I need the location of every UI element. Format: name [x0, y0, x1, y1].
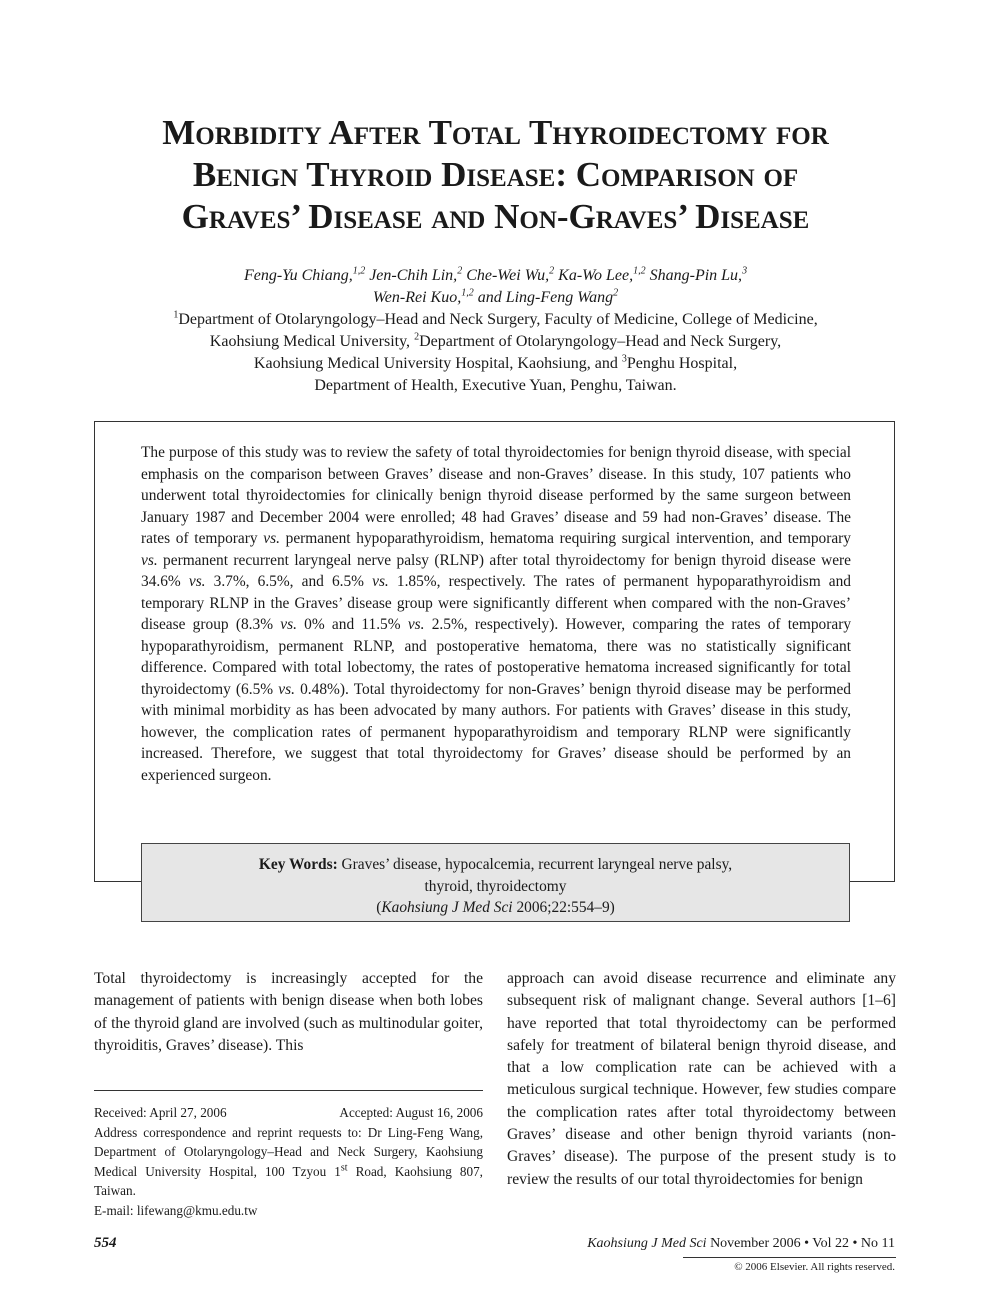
vs-italic: vs.	[188, 573, 206, 590]
abstract-span: 0% and 11.5%	[296, 616, 408, 633]
affil-text: Penghu Hospital,	[626, 355, 738, 372]
affil-sup: 1	[173, 309, 179, 321]
copyright: © 2006 Elsevier. All rights reserved.	[734, 1261, 895, 1273]
address-sup: st	[340, 1162, 348, 1174]
footnote	[94, 1103, 483, 1220]
affil-text: Department of Otolaryngology–Head and Neck Surgery, Faculty of Medicine, College of Medicine,	[178, 311, 818, 328]
footnote-rule	[94, 1090, 483, 1091]
abstract-span: 2.5%, respectively). However, comparing the rates of temporary hypoparathyroidism, permanent RLNP, and postoperative hematoma, there was no statistically significant difference. Compared with total lobectomy, the rates of postoperative hematoma increased significantly for total thyroidectomy (6.5%	[141, 616, 852, 698]
journal-name: Kaohsiung J Med Sci	[587, 1236, 707, 1251]
received-date: Received: April 27, 2006	[94, 1105, 227, 1120]
author-name: Jen-Chih Lin,	[365, 267, 458, 284]
affiliation-line-4: Department of Health, Executive Yuan, Penghu, Taiwan.	[314, 377, 677, 394]
body-column-left: Total thyroidectomy is increasingly accepted for the management of patients with benign disease when both lobes of the thyroid gland are involved (such as multinodular goiter, thyroiditis, Graves’ disease). This	[94, 970, 483, 1054]
correspondence-address	[94, 1123, 483, 1201]
journal-issue: November 2006 • Vol 22 • No 11	[706, 1236, 895, 1251]
keywords-box	[141, 843, 850, 922]
accepted-date: Accepted: August 16, 2006	[339, 1105, 483, 1120]
author-line-1	[90, 265, 901, 287]
title-line-1: Morbidity After Total Thyroidectomy for	[162, 113, 829, 152]
author-name: Feng-Yu Chiang,	[243, 267, 353, 284]
vs-italic: vs.	[263, 530, 280, 547]
keywords-text: Graves’ disease, hypocalcemia, recurrent laryngeal nerve palsy,	[337, 856, 733, 873]
abstract-span: The purpose of this study was to review the safety of total thyroidectomies for benign thyroid disease, with special emphasis on the comparison between Graves’ disease and non-Graves’ disease. In this study, 107 patients who underwent total thyroidectomies for clinically benign thyroid disease performed by the same surgeon between January 1987 and December 2004 were enrolled; 48 had Graves’ disease and 59 had non-Graves’ disease. The rates of temporary	[141, 444, 851, 547]
author-affil-sup: 1,2	[461, 287, 474, 299]
affiliation-line-1	[90, 309, 901, 331]
vs-italic: vs.	[141, 551, 158, 569]
affil-text: Department of Otolaryngology–Head and Neck Surgery,	[419, 333, 782, 350]
abstract-span: 1.85%, respectively. The rates of permanent hypoparathyroidism and temporary RLNP in the Graves’ disease group were significantly different when compared with the non-Graves’ disease group (8.3%	[141, 573, 851, 633]
author-name: Ka-Wo Lee,	[554, 267, 634, 284]
author-affil-sup: 2	[549, 265, 555, 277]
abstract-span: 0.48%). Total thyroidectomy for non-Graves’ benign thyroid disease may be performed with minimal morbidity as has been advocated by many authors. For patients with Graves’ disease in this study, however, the complication rates of permanent hypoparathyroidism and temporary RLNP were significantly increased. Therefore, we suggest that total thyroidectomy for Graves’ disease should be performed by an experienced surgeon.	[141, 680, 852, 784]
affil-sup: 2	[414, 331, 420, 343]
keywords-line-1	[142, 854, 849, 876]
journal-rule	[683, 1257, 896, 1258]
affil-sup: 3	[621, 353, 627, 365]
vs-italic: vs.	[278, 680, 295, 698]
affil-text: Kaohsiung Medical University,	[209, 333, 415, 350]
citation-paren: (	[376, 899, 382, 916]
author-affil-sup: 1,2	[352, 265, 366, 277]
author-affil-sup: 2	[613, 287, 619, 299]
author-affil-sup: 1,2	[633, 265, 646, 277]
footnote-dates	[94, 1103, 483, 1123]
page-number: 554	[94, 1235, 117, 1251]
author-affil-sup: 2	[457, 265, 463, 277]
author-name: and Ling-Feng Wang	[473, 289, 614, 306]
email-line: E-mail: lifewang@kmu.edu.tw	[94, 1202, 258, 1218]
address-text: Road, Kaohsiung 807, Taiwan.	[94, 1163, 483, 1198]
affiliations	[90, 309, 901, 397]
author-line-2	[90, 287, 901, 309]
vs-italic: vs.	[407, 616, 425, 633]
article-title	[90, 112, 901, 238]
author-list	[90, 265, 901, 309]
body-column-right: approach can avoid disease recurrence and eliminate any subsequent risk of malignant change. Several authors [1–6] have reported that total thyroidectomy can be performed safely for treatment of bilateral benign thyroid disease, and that a low complication rate can be achieved with a meticulous surgical technique. However, few studies compare the complication rates after total thyroidectomy between Graves’ disease and other benign thyroid variants (non-Graves’ disease). The purpose of the present study is to review the results of our total thyroidectomies for benign	[507, 970, 896, 1188]
abstract-span: permanent hypoparathyroidism, hematoma requiring surgical intervention, and temporary	[279, 530, 851, 547]
abstract-text	[141, 442, 851, 786]
author-name: Shang-Pin Lu,	[645, 267, 743, 284]
keywords-line-2: thyroid, thyroidectomy	[424, 877, 567, 895]
citation-line	[142, 897, 849, 919]
citation-journal: Kaohsiung J Med Sci	[381, 899, 513, 916]
affil-text: Kaohsiung Medical University Hospital, Kaohsiung, and	[253, 355, 622, 372]
abstract-span: 3.7%, 6.5%, and 6.5%	[205, 573, 373, 590]
journal-footer	[587, 1236, 895, 1252]
address-text: Address correspondence and reprint requests to: Dr Ling-Feng Wang, Department of Otolaryngology–Head and Neck Surgery, Kaohsiung Medical University Hospital, 100 Tzyou 1	[94, 1124, 483, 1179]
abstract-span: permanent recurrent laryngeal nerve palsy (RLNP) after total thyroidectomy for benign thyroid disease were 34.6%	[141, 551, 851, 590]
vs-italic: vs.	[280, 616, 297, 633]
vs-italic: vs.	[372, 573, 389, 590]
title-line-2: Benign Thyroid Disease: Comparison of	[192, 155, 799, 194]
author-name: Wen-Rei Kuo,	[372, 289, 462, 306]
author-affil-sup: 3	[742, 265, 748, 277]
affiliation-line-3	[90, 353, 901, 375]
title-line-3: Graves’ Disease and Non-Graves’ Disease	[181, 197, 810, 236]
keywords-label: Key Words:	[258, 856, 338, 873]
affiliation-line-2	[90, 331, 901, 353]
author-name: Che-Wei Wu,	[462, 267, 550, 284]
citation-detail: 2006;22:554–9)	[512, 899, 615, 916]
